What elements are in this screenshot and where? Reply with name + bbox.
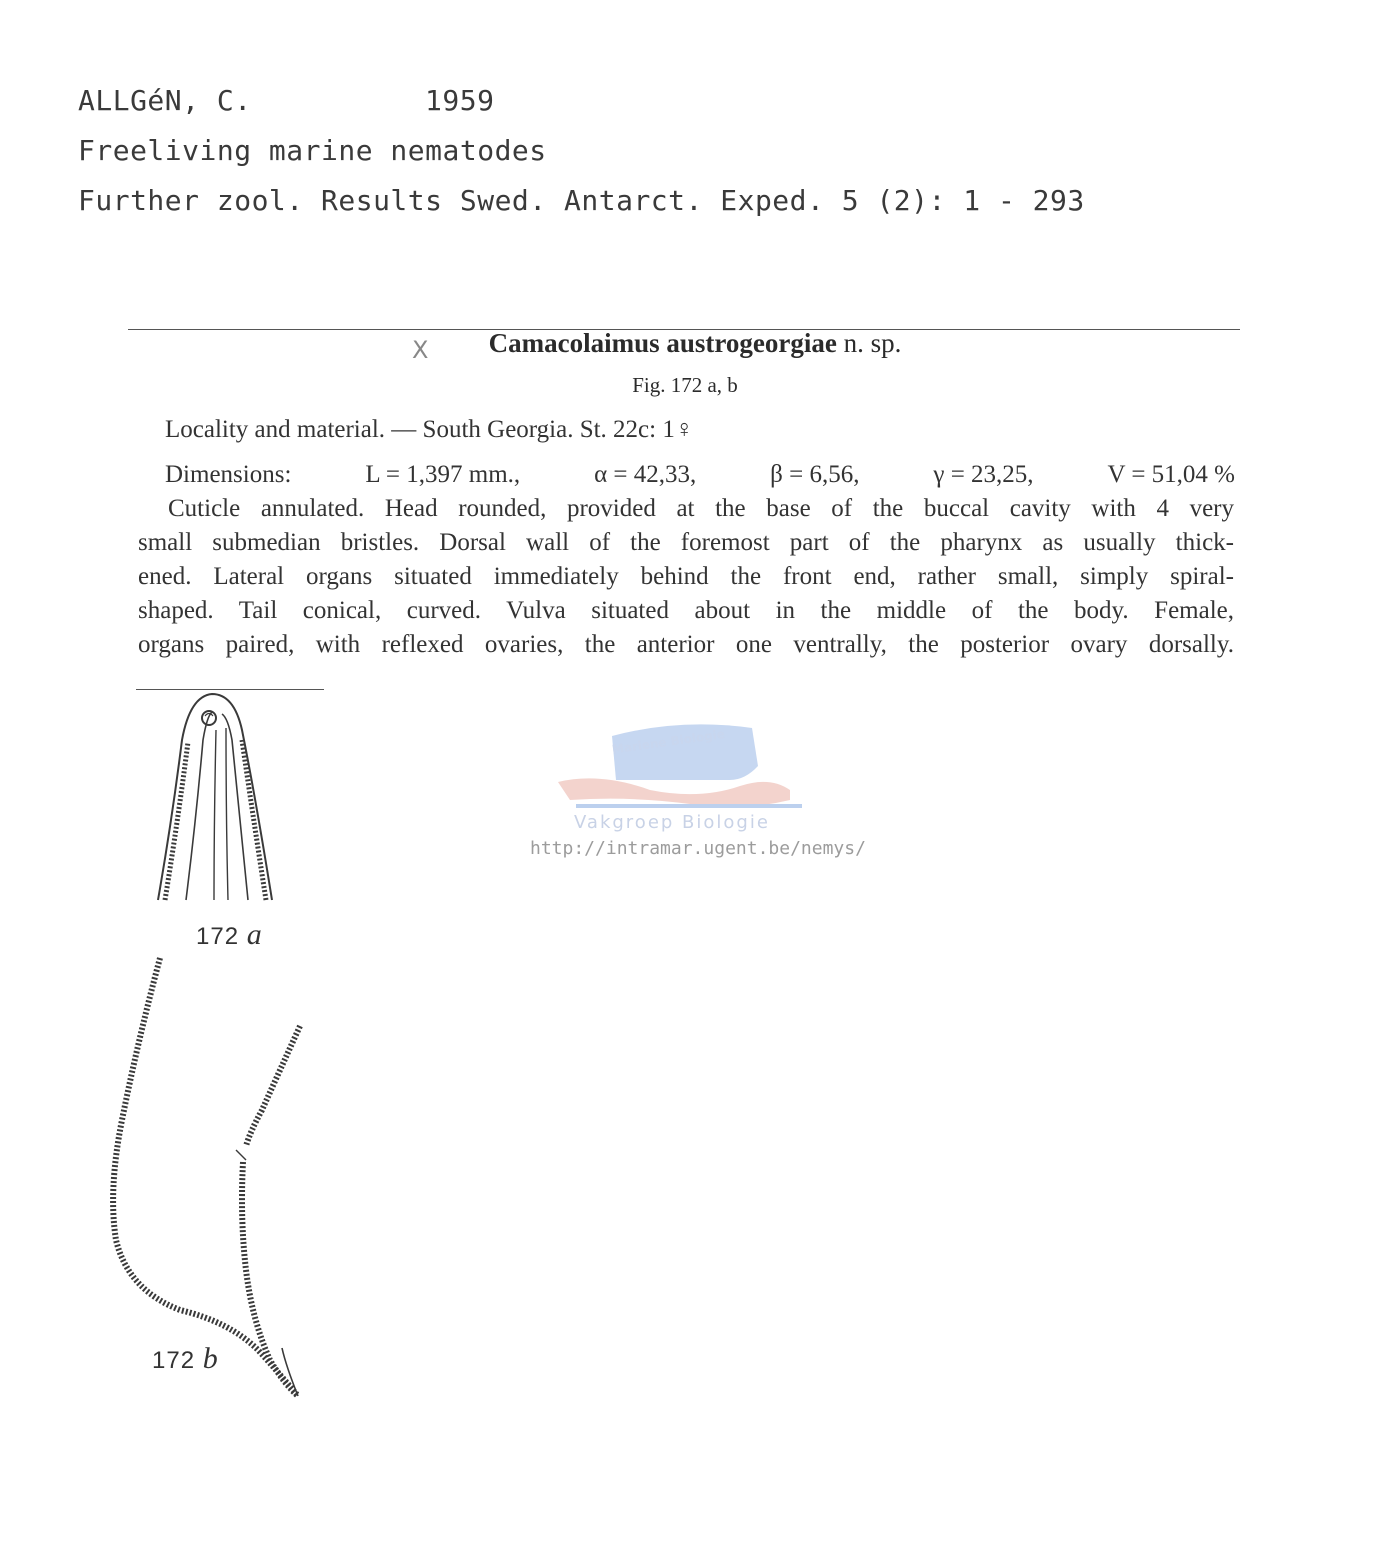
figure-172a-label bbox=[196, 918, 263, 952]
locality-paragraph: Locality and material. — South Georgia. St. 22c: 1♀ bbox=[165, 416, 694, 443]
watermark-url: http://intramar.ugent.be/nemys/ bbox=[530, 838, 866, 859]
publication-year: 1959 bbox=[425, 84, 495, 117]
figure-172b-label bbox=[152, 1342, 219, 1376]
description-line: ened. Lateral organs situated immediately behind the front end, rather small, simply spiral- bbox=[138, 563, 1234, 590]
figure-number: 172 bbox=[196, 923, 240, 950]
handwritten-check-mark: X bbox=[412, 336, 429, 364]
dimension-gamma: γ = 23,25, bbox=[933, 461, 1034, 488]
figure-letter: a bbox=[246, 918, 263, 951]
description-line: organs paired, with reflexed ovaries, the anterior one ventrally, the posterior ovary dorsally. bbox=[138, 631, 1234, 658]
dimensions-label: Dimensions: bbox=[165, 461, 292, 488]
journal-citation: Further zool. Results Swed. Antarct. Exped. 5 (2): 1 - 293 bbox=[78, 184, 1085, 217]
description-line: small submedian bristles. Dorsal wall of the foremost part of the pharynx as usually thick- bbox=[138, 529, 1234, 556]
publication-title: Freeliving marine nematodes bbox=[78, 134, 547, 167]
dimension-length: L = 1,397 mm., bbox=[365, 461, 521, 488]
figure-number: 172 bbox=[152, 1347, 196, 1374]
dimension-beta: β = 6,56, bbox=[770, 461, 860, 488]
description-line: Cuticle annulated. Head rounded, provided at the base of the buccal cavity with 4 very bbox=[168, 495, 1234, 522]
author-name: ALLGéN, C. bbox=[78, 84, 252, 117]
dimension-alpha: α = 42,33, bbox=[594, 461, 697, 488]
watermark-arc-text: Mariene Biologie bbox=[611, 726, 726, 757]
figure-172b-tail-drawing bbox=[113, 958, 300, 1396]
species-suffix: n. sp. bbox=[843, 328, 902, 358]
description-line: shaped. Tail conical, curved. Vulva situated about in the middle of the body. Female, bbox=[138, 597, 1234, 624]
figure-172a-head-drawing bbox=[158, 694, 272, 900]
watermark-group-text: Vakgroep Biologie bbox=[574, 812, 770, 833]
dimension-vulva: V = 51,04 % bbox=[1107, 461, 1235, 488]
species-name: Camacolaimus austrogeorgiae bbox=[488, 328, 837, 358]
figure-letter: b bbox=[202, 1342, 219, 1375]
figure-reference: Fig. 172 a, b bbox=[632, 373, 738, 397]
